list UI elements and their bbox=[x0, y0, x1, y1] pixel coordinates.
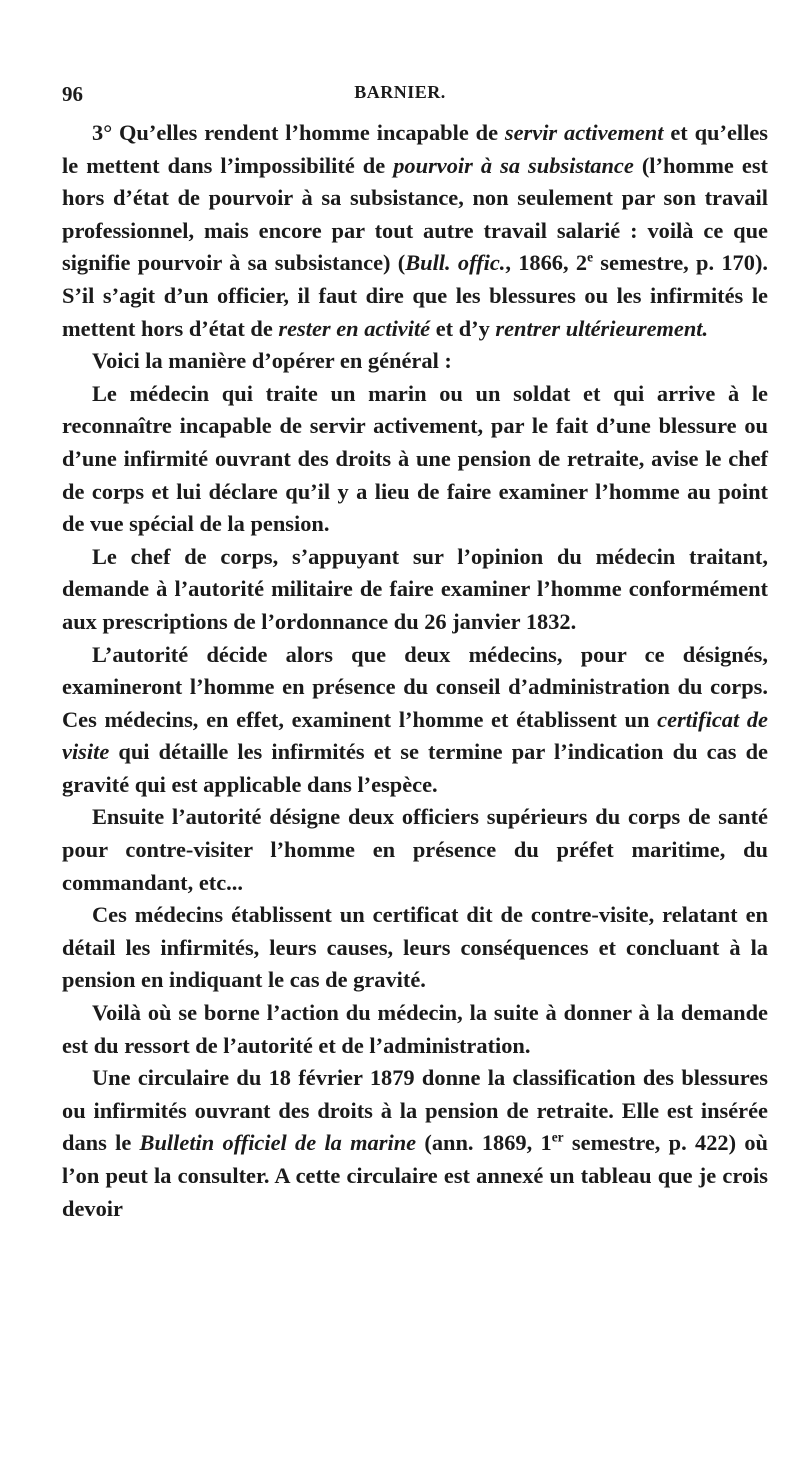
paragraph-8: Voilà où se borne l’action du médecin, la suite à donner à la demande est du ressort de l’autorité et de l’administration. bbox=[62, 1000, 768, 1058]
text-run: semestre, p. 170). S’il s’agit d’un officier, il faut dire que les blessures ou les infirmités le mettent hors d’état de bbox=[62, 250, 768, 341]
italic-run: certificat de visite bbox=[62, 706, 768, 765]
paragraph-3: Le médecin qui traite un marin ou un soldat et qui arrive à le reconnaître incapable de servir activement, par le fait d’une blessure ou d’une infirmité ouvrant des droits à une pension de retraite, avise le chef de corps et lui déclare qu’il y a lieu de faire examiner l’homme au point de vue spécial de la pension. bbox=[62, 380, 768, 537]
text-run: L’autorité décide alors que deux médecins, pour ce désignés, examineront l’homme en présence du conseil d’administration du corps. Ces médecins, en effet, examinent l’homme et établissent un bbox=[62, 641, 768, 732]
text-run: , 1866, 2 bbox=[505, 250, 588, 276]
page-number: 96 bbox=[62, 82, 83, 106]
italic-run: rester en activité bbox=[278, 315, 431, 341]
superscript: er bbox=[551, 1129, 564, 1145]
paragraph-4: Le chef de corps, s’appuyant sur l’opinion du médecin traitant, demande à l’autorité militaire de faire examiner l’homme conformément aux prescriptions de l’ordonnance du 26 janvier 1832. bbox=[62, 543, 768, 634]
superscript: e bbox=[587, 249, 594, 265]
text-run: semestre, p. 422) où l’on peut la consulter. A cette circulaire est annexé un tableau que je crois devoir bbox=[62, 1130, 768, 1221]
text-run: et d’y bbox=[430, 315, 496, 341]
text-run: 3° Qu’elles rendent l’homme incapable de bbox=[92, 120, 505, 145]
text-run: (l’homme est hors d’état de pourvoir à sa subsistance, non seulement par son travail professionnel, mais encore par tout autre travail salarié : voilà ce que signifie pourvoir à sa subsistance) ( bbox=[62, 152, 769, 276]
text-run: Une circulaire du 18 février 1879 donne la classification des blessures ou infirmités ouvrant des droits à la pension de retraite. Elle est insérée dans le bbox=[62, 1065, 768, 1156]
text-run: qui détaille les infirmités et se termine par l’indication du cas de gravité qui est applicable dans l’espèce. bbox=[62, 739, 768, 797]
running-title: BARNIER. bbox=[354, 82, 446, 102]
paragraph-6: Ensuite l’autorité désigne deux officiers supérieurs du corps de santé pour contre-visiter l’homme en présence du préfet maritime, du commandant, etc... bbox=[62, 804, 768, 895]
text-run: (ann. 1869, 1 bbox=[416, 1130, 552, 1156]
page-header bbox=[62, 82, 738, 112]
italic-run: pourvoir à sa subsistance bbox=[393, 152, 634, 178]
paragraph-5 bbox=[62, 639, 768, 802]
paragraph-2: Voici la manière d’opérer en général : bbox=[92, 348, 452, 374]
paragraph-9 bbox=[62, 1062, 768, 1225]
text-run: et qu’elles le mettent dans l’impossibilité de bbox=[62, 120, 768, 178]
paragraph-1 bbox=[62, 117, 768, 345]
body-text bbox=[62, 117, 768, 1225]
italic-run: servir activement bbox=[504, 120, 664, 145]
italic-run: Bull. offic. bbox=[405, 250, 506, 276]
italic-run: Bulletin officiel de la marine bbox=[139, 1130, 417, 1156]
paragraph-7: Ces médecins établissent un certificat dit de contre-visite, relatant en détail les infirmités, leurs causes, leurs conséquences et concluant à la pension en indiquant le cas de gravité. bbox=[62, 902, 768, 993]
italic-run: rentrer ultérieurement. bbox=[495, 315, 709, 341]
